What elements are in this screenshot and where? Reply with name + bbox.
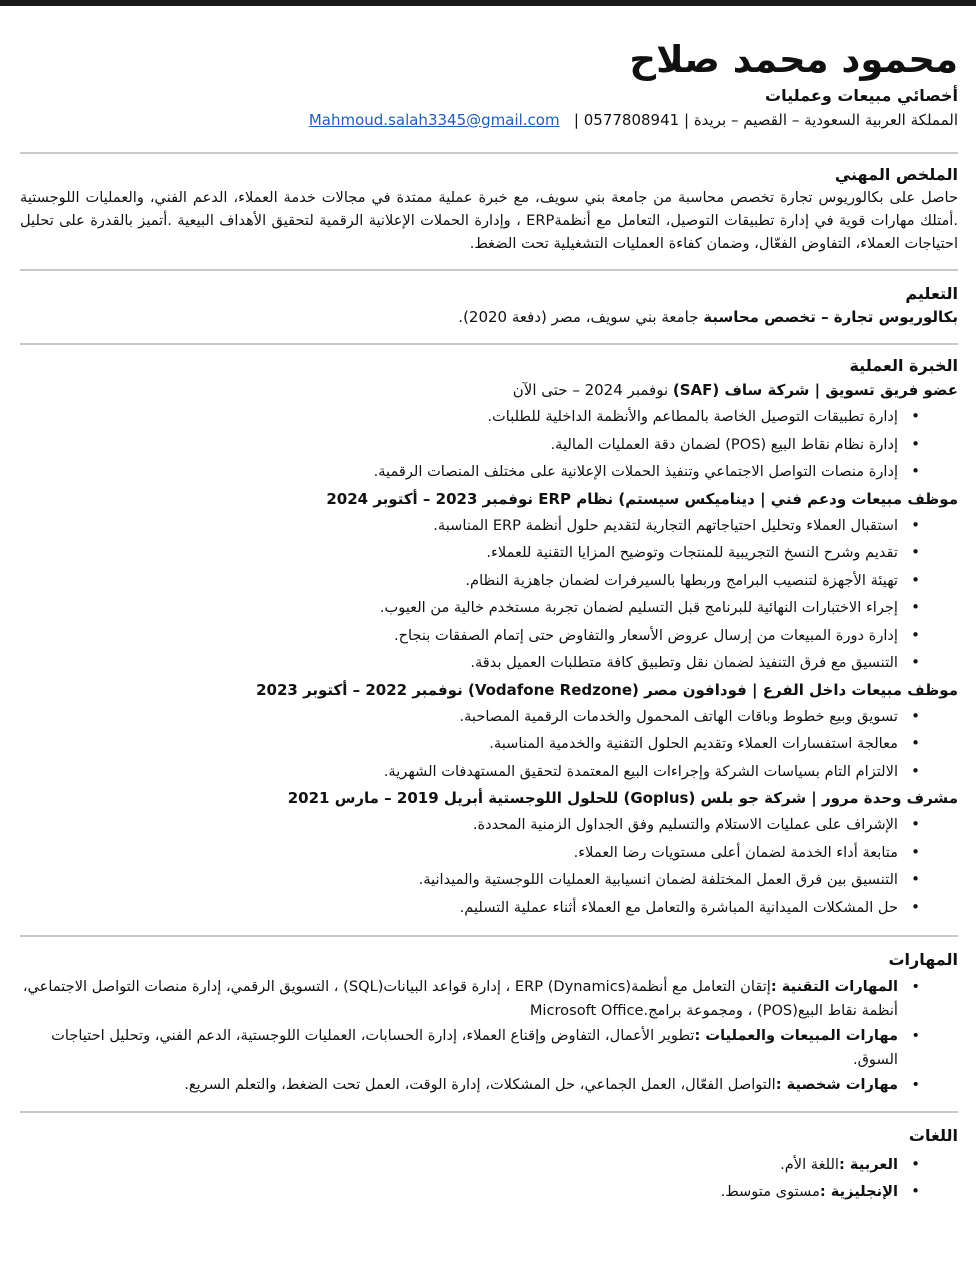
- list-item: • الالتزام التام بسياسات الشركة وإجراءات البيع المعتمدة لتحقيق المستهدفات الشهرية.: [20, 758, 958, 786]
- divider: [20, 1111, 958, 1113]
- divider: [20, 935, 958, 937]
- separator: |: [573, 111, 579, 129]
- job-period: نوفمبر 2023 – أكتوبر 2024: [326, 489, 539, 508]
- job-title: موظف مبيعات داخل الفرع | فودافون مصر (Vodafone Redzone): [467, 680, 958, 699]
- job-entry: [20, 677, 958, 786]
- list-item: [20, 1178, 958, 1206]
- job-entry: [20, 377, 958, 486]
- skill-text: إتقان التعامل مع أنظمة(ERP (Dynamics ، إدارة قواعد البيانات(SQL) ، التسويق الرقمي، إدارة منصات التواصل الاجتماعي، أنظمة نقاط البيع(POS) ، ومجموعة برامج.Microsoft Office: [22, 978, 898, 1019]
- location-text: المملكة العربية السعودية – القصيم – بريدة: [693, 111, 958, 129]
- job-title: عضو فريق تسويق | شركة ساف (SAF): [672, 381, 958, 399]
- language-level: مستوى متوسط.: [720, 1183, 820, 1200]
- divider: [20, 269, 958, 271]
- experience-section: [20, 355, 958, 921]
- job-duties: [20, 512, 958, 677]
- list-item: • تهيئة الأجهزة لتنصيب البرامج وربطها بالسيرفرات لضمان جاهزية النظام.: [20, 567, 958, 595]
- skill-text: تطوير الأعمال، التفاوض وإقناع العملاء، إدارة الحسابات، العمليات اللوجستية، الدعم الفني، وتحليل احتياجات السوق.: [51, 1027, 898, 1068]
- list-item: • معالجة استفسارات العملاء وتقديم الحلول التقنية والخدمية المناسبة.: [20, 730, 958, 758]
- education-line: [20, 305, 958, 329]
- skills-heading: المهارات: [888, 950, 958, 969]
- list-item: • متابعة أداء الخدمة لضمان أعلى مستويات رضا العملاء.: [20, 839, 958, 867]
- summary-section: [20, 164, 958, 255]
- education-details: جامعة بني سويف، مصر (دفعة 2020).: [458, 308, 704, 326]
- education-heading: التعليم: [905, 284, 958, 303]
- education-section: [20, 283, 958, 329]
- summary-text: حاصل على بكالوريوس تجارة تخصص محاسبة من جامعة بني سويف، مع خبرة عملية ممتدة في مجالات خدمة العملاء، الدعم الفني، والعمليات اللوجستية .أمتلك مهارات قوية في إدارة تطبيقات التوصيل، التعامل مع أنظمةERP ، وإدارة الحملات الإعلانية الرقمية لتحقيق الأهداف البيعية .أتميز بالقدرة على تحليل احتياجات العملاء، التفاوض الفعّال، وضمان كفاءة العمليات التشغيلية تحت الضغط.: [20, 189, 959, 252]
- job-entry: [20, 785, 958, 921]
- list-item: [20, 975, 958, 1022]
- job-duties: [20, 403, 958, 486]
- list-item: • استقبال العملاء وتحليل احتياجاتهم التجارية لتقديم حلول أنظمة ERP المناسبة.: [20, 512, 958, 540]
- skill-label: مهارات المبيعات والعمليات :: [694, 1027, 898, 1044]
- job-duties: [20, 703, 958, 786]
- list-item: [20, 1024, 958, 1071]
- job-period: أبريل 2019 – مارس 2021: [287, 789, 489, 807]
- language-label: الإنجليزية :: [819, 1183, 898, 1200]
- phone-number: 0577808941: [583, 111, 680, 129]
- job-title: موظف مبيعات ودعم فني | ديناميكس سيستم) نظام ERP: [538, 489, 958, 508]
- job-duties: [20, 811, 958, 921]
- job-period: نوفمبر 2022 – أكتوبر 2023: [256, 680, 468, 699]
- summary-heading: الملخص المهني: [834, 165, 958, 184]
- languages-heading: اللغات: [908, 1125, 958, 1145]
- skill-label: المهارات التقنية :: [770, 978, 898, 995]
- list-item: [20, 1151, 958, 1179]
- job-entry: [20, 486, 958, 677]
- contact-line: [20, 108, 958, 132]
- job-period: نوفمبر 2024 – حتى الآن: [512, 381, 673, 399]
- candidate-name: محمود محمد صلاح: [629, 38, 958, 81]
- list-item: • حل المشكلات الميدانية المباشرة والتعامل مع العملاء أثناء عملية التسليم.: [20, 894, 958, 922]
- list-item: • إدارة نظام نقاط البيع (POS) لضمان دقة العمليات المالية.: [20, 431, 958, 459]
- separator: |: [683, 111, 690, 129]
- list-item: • التنسيق بين فرق العمل المختلفة لضمان انسيابية العمليات اللوجستية والميدانية.: [20, 866, 958, 894]
- list-item: • تقديم وشرح النسخ التجريبية للمنتجات وتوضيح المزايا التقنية للعملاء.: [20, 539, 958, 567]
- list-item: • الإشراف على عمليات الاستلام والتسليم وفق الجداول الزمنية المحددة.: [20, 811, 958, 839]
- language-label: العربية :: [838, 1155, 898, 1173]
- skills-list: [20, 975, 958, 1097]
- list-item: • إدارة تطبيقات التوصيل الخاصة بالمطاعم والأنظمة الداخلية للطلبات.: [20, 403, 958, 431]
- list-item: • إدارة دورة المبيعات من إرسال عروض الأسعار والتفاوض حتى إتمام الصفقات بنجاح.: [20, 622, 958, 650]
- skill-text: التواصل الفعّال، العمل الجماعي، حل المشكلات، إدارة الوقت، العمل تحت الضغط، والتعلم السريع.: [184, 1076, 776, 1093]
- skills-section: [20, 949, 958, 1097]
- languages-section: [20, 1125, 958, 1206]
- list-item: • تسويق وبيع خطوط وباقات الهاتف المحمول والخدمات الرقمية المصاحبة.: [20, 703, 958, 731]
- list-item: • إدارة منصات التواصل الاجتماعي وتنفيذ الحملات الإعلانية على مختلف المنصات الرقمية.: [20, 458, 958, 486]
- divider: [20, 152, 958, 154]
- resume-page: [0, 6, 976, 1288]
- list-item: • التنسيق مع فرق التنفيذ لضمان نقل وتطبيق كافة متطلبات العميل بدقة.: [20, 649, 958, 677]
- language-level: اللغة الأم.: [780, 1155, 839, 1173]
- list-item: [20, 1073, 958, 1097]
- skill-label: مهارات شخصية :: [775, 1076, 898, 1093]
- divider: [20, 343, 958, 345]
- email-link[interactable]: Mahmoud.salah3345@gmail.com: [308, 111, 560, 129]
- experience-heading: الخبرة العملية: [849, 356, 958, 375]
- degree-title: بكالوريوس تجارة – تخصص محاسبة: [703, 308, 958, 326]
- languages-list: [20, 1151, 958, 1206]
- list-item: • إجراء الاختبارات النهائية للبرنامج قبل التسليم لضمان تجربة مستخدم خالية من العيوب.: [20, 594, 958, 622]
- job-title: أخصائي مبيعات وعمليات: [765, 86, 958, 105]
- job-title: مشرف وحدة مرور | شركة جو بلس (Goplus) للحلول اللوجستية: [488, 789, 958, 807]
